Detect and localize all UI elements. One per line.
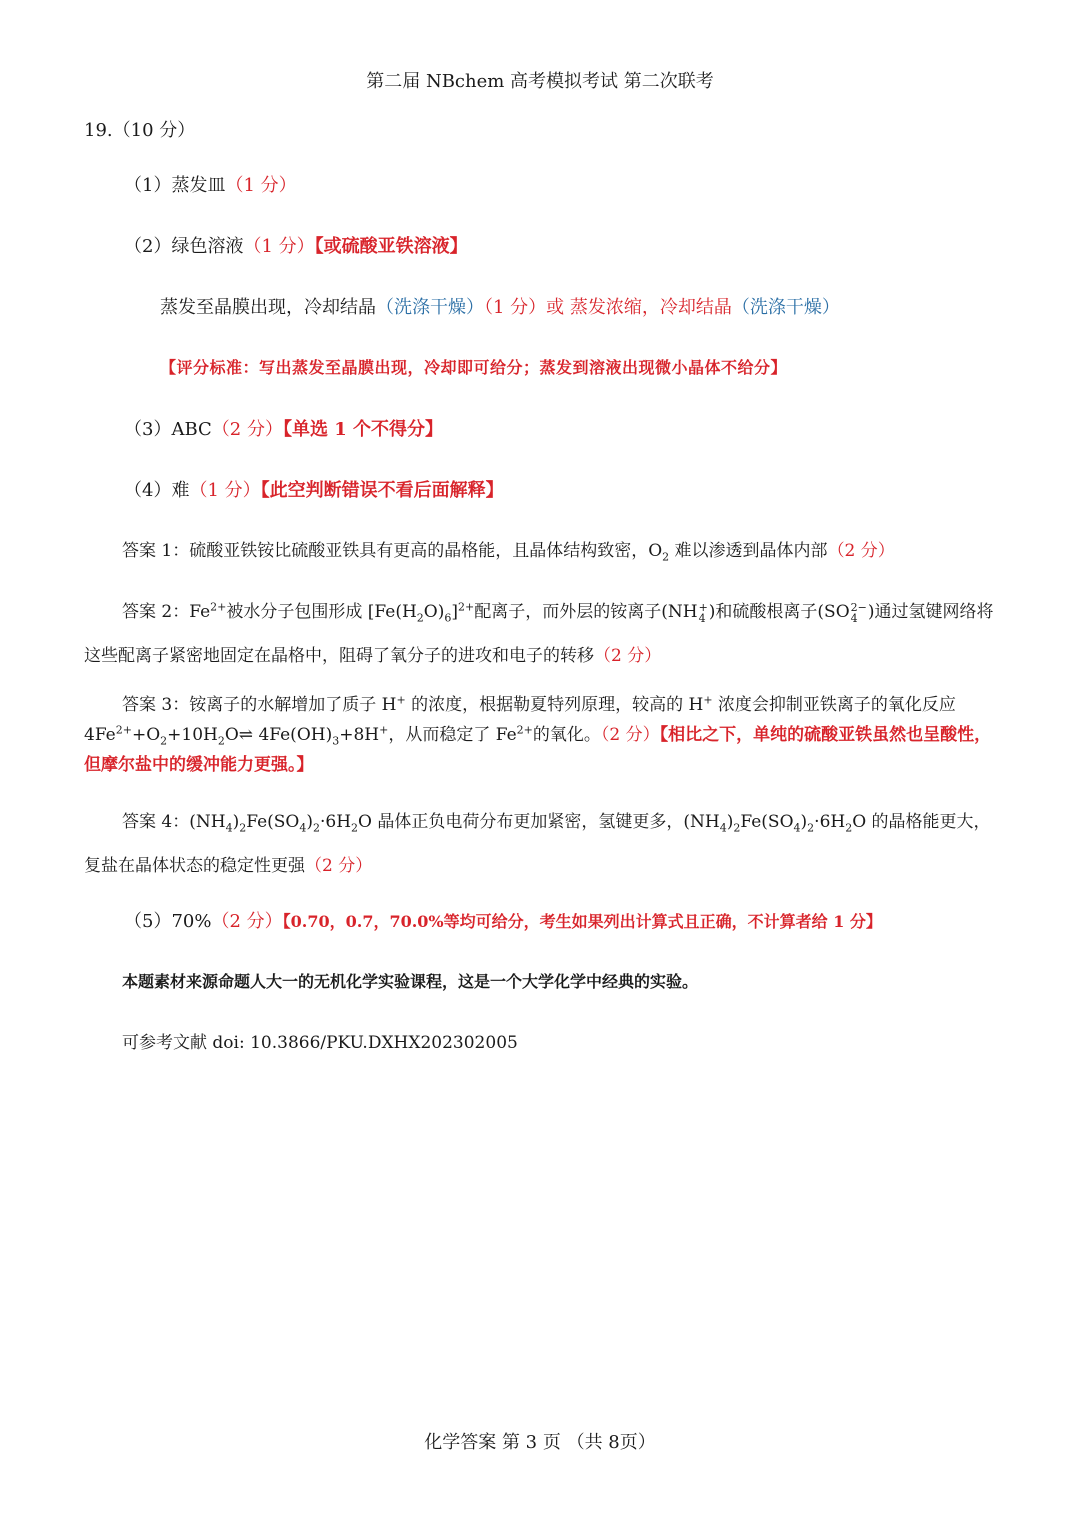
answer-4-score: （1 分） [189,480,261,501]
answer-3-label: （3）ABC [124,419,212,440]
nh4-sup: + [698,600,708,614]
answer-2-score: （1 分） [243,236,315,257]
answer-3-score: （2 分） [211,419,283,440]
ans4-t2c: ) [726,812,734,832]
ans4-t3: Fe(SO [246,812,300,832]
ans3-sup5: 2+ [516,723,533,737]
ans4-sub9: 2 [807,821,815,835]
answer-2-line2-b: （洗涤干燥） [376,297,484,318]
ans2-sup1: 2+ [210,600,227,614]
answer-2 [124,233,468,262]
source-note: 本题素材来源命题人大一的无机化学实验课程，这是一个大学化学中经典的实验。 [122,972,699,991]
answer-4-option-2 [84,590,996,678]
ans2-score: （2 分） [594,646,662,666]
answer-4-option-4 [84,800,996,888]
ans4-sub2: 2 [239,821,247,835]
nh4-sub: 4 [698,611,706,625]
ans3-sup3: 2+ [115,723,132,737]
ans3-t4: +O [131,725,161,745]
ans3-sup2: + [703,693,713,707]
ans4-sub3: 4 [299,821,307,835]
answer-2-note: 【或硫酸亚铁溶液】 [314,236,468,257]
ans2-t4: ] [451,602,459,622]
ans4-sub7: 2 [733,821,741,835]
answer-4-label: （4）难 [124,480,190,501]
ans1-sub: 2 [662,550,670,564]
ans3-sup4: + [379,723,389,737]
ans4-t2b: ) [306,812,313,832]
so4-sub: 4 [850,611,858,625]
ans4-sub6: 4 [719,821,727,835]
ans3-note: 【相比之下，单纯的硫酸亚铁虽然也呈酸性，但摩尔盐中的缓冲能力更强。】 [84,725,992,775]
answer-3 [124,416,443,445]
ans3-sub1: 2 [160,734,168,748]
ans2-t5: 配离子，而外层的铵离子(NH [474,602,698,622]
ans4-score: （2 分） [305,856,373,876]
answer-5-note: 【0.70，0.7，70.0%等均可给分，考生如果列出计算式且正确，不计算者给 1 分】 [282,912,882,931]
reference-doi: 可参考文献 doi: 10.3866/PKU.DXHX202302005 [122,1033,518,1053]
answer-2-line2 [160,294,840,323]
page-header-title: 第二届 NBchem 高考模拟考试 第二次联考 [366,71,714,92]
ans4-sub8: 4 [793,821,801,835]
answer-5-label: （5）70% [124,911,212,932]
ans4-t3b: Fe(SO [740,812,794,832]
ans2-sup2: 2+ [458,600,475,614]
ans4-sub10: 2 [845,821,853,835]
ans3-t1: 答案 3：铵离子的水解增加了质子 H [122,695,397,715]
ans2-t2: 被水分子包围形成 [Fe(H [226,602,417,622]
answer-4 [124,477,504,506]
answer-5-score: （2 分） [211,911,283,932]
ans3-t8: ，从而稳定了 Fe [388,725,517,745]
ans3-sup1: + [396,693,406,707]
ans4-t2d: ) [800,812,808,832]
so4-stack [851,602,867,624]
ans4-t6: O 的晶格能更大，复盐在晶体状态的稳定性更强 [84,812,991,876]
ans4-sub4: 2 [313,821,320,835]
ans3-t9: 的氧化。 [532,725,601,745]
answer-2-line2-d: （洗涤干燥） [731,297,840,318]
answer-2-criteria: 【评分标准：写出蒸发至晶膜出现，冷却即可给分；蒸发到溶液出现微小晶体不给分】 [160,358,788,377]
ans4-t1: 答案 4：(NH [122,812,226,832]
answer-3-note: 【单选 1 个不得分】 [282,419,444,440]
answer-4-option-1 [122,538,895,565]
ans2-sub1: 2 [416,611,424,625]
ans4-sub1: 4 [225,821,233,835]
ans3-t5: +10H [167,725,218,745]
so4-sup: 2− [850,600,867,614]
ans2-sub2: 6 [444,611,452,625]
ans1-score: （2 分） [827,541,895,561]
answer-4-note: 【此空判断错误不看后面解释】 [260,480,504,501]
ans3-t2: 的浓度，根据勒夏特列原理，较高的 H [405,695,704,715]
ans3-sub2: 2 [217,734,225,748]
ans4-t2: ) [232,812,240,832]
answer-1-label: （1）蒸发皿 [124,175,226,196]
ans1-suffix: 难以渗透到晶体内部 [669,541,828,561]
ans2-t7: )通过氢键网络将这些配离子紧密地固定在晶格中，阻碍了氧分子的进攻和电子的转移 [84,602,994,666]
ans1-prefix: 答案 1：硫酸亚铁铵比硫酸亚铁具有更高的晶格能，且晶体结构致密，O [122,541,663,561]
ans2-t6: )和硫酸根离子(SO [708,602,850,622]
ans4-t4b: ·6H [814,812,846,832]
answer-1-score: （1 分） [225,175,297,196]
ans3-sub3: 3 [332,734,340,748]
answer-2-label: （2）绿色溶液 [124,236,244,257]
question-title: 19.（10 分） [84,120,196,141]
ans2-t3: O) [423,602,445,622]
answer-2-line2-c: （1 分）或 蒸发浓缩，冷却结晶 [484,297,732,318]
ans2-t1: 答案 2：Fe [122,602,211,622]
ans4-t4: ·6H [320,812,352,832]
ans4-sub5: 2 [351,821,359,835]
answer-2-line2-a: 蒸发至晶膜出现，冷却结晶 [160,297,376,318]
ans4-t5: O 晶体正负电荷分布更加紧密，氢键更多，(NH [358,812,720,832]
ans3-score: （2 分） [600,725,660,745]
ans3-t3: 浓度会抑制亚铁离子的氧化反应 4Fe [84,695,956,745]
answer-1 [124,172,297,201]
page-footer: 化学答案 第 3 页 （共 8页） [424,1432,656,1453]
ans3-t7: +8H [339,725,380,745]
answer-4-option-3 [84,690,996,780]
ans3-t6: O⇌ 4Fe(OH) [224,725,333,745]
nh4-stack [699,602,708,624]
answer-5 [124,908,882,937]
